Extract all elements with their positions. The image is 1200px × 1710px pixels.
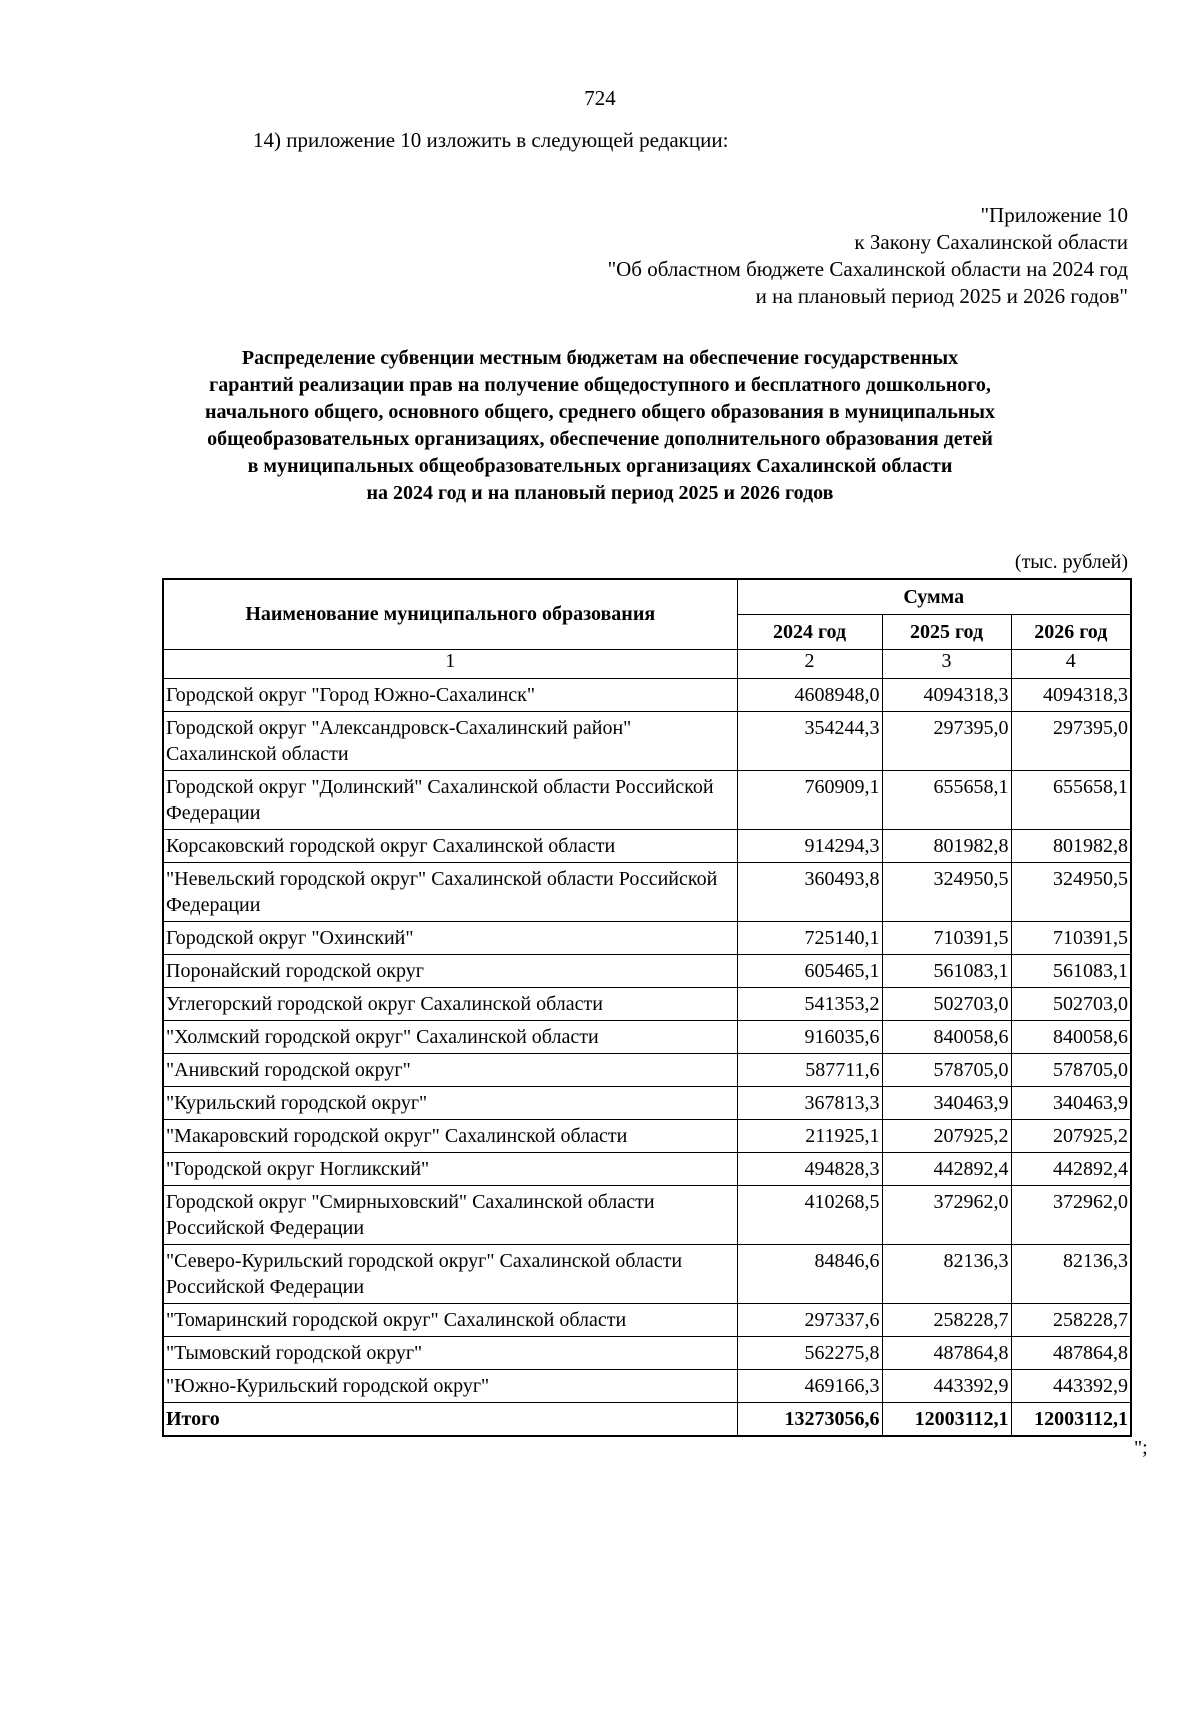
municipality-name: Поронайский городской округ xyxy=(163,955,737,988)
value-2025: 801982,8 xyxy=(882,830,1011,863)
value-2026: 82136,3 xyxy=(1011,1245,1131,1304)
table-row xyxy=(163,863,1131,922)
value-2025: 82136,3 xyxy=(882,1245,1011,1304)
value-2026: 297395,0 xyxy=(1011,712,1131,771)
title-line: гарантий реализации прав на получение общедоступного и бесплатного дошкольного, xyxy=(209,374,991,396)
header-year: 2026 год xyxy=(1011,615,1131,650)
header-sum: Сумма xyxy=(737,579,1131,615)
intro-line: 14) приложение 10 изложить в следующей редакции: xyxy=(253,128,729,152)
value-2025: 340463,9 xyxy=(882,1087,1011,1120)
table-row xyxy=(163,830,1131,863)
table-row xyxy=(163,1245,1131,1304)
value-2025: 324950,5 xyxy=(882,863,1011,922)
value-2024: 605465,1 xyxy=(737,955,882,988)
municipality-name: "Тымовский городской округ" xyxy=(163,1337,737,1370)
table-row xyxy=(163,1153,1131,1186)
value-2026: 655658,1 xyxy=(1011,771,1131,830)
value-2025: 710391,5 xyxy=(882,922,1011,955)
value-2026: 578705,0 xyxy=(1011,1054,1131,1087)
title-line: на 2024 год и на плановый период 2025 и 2026 годов xyxy=(366,482,834,504)
municipality-name: "Томаринский городской округ" Сахалинской области xyxy=(163,1304,737,1337)
value-2025: 442892,4 xyxy=(882,1153,1011,1186)
total-2026: 12003112,1 xyxy=(1011,1403,1131,1437)
budget-table xyxy=(162,578,1132,1437)
value-2024: 4608948,0 xyxy=(737,679,882,712)
value-2024: 562275,8 xyxy=(737,1337,882,1370)
value-2026: 372962,0 xyxy=(1011,1186,1131,1245)
column-number: 4 xyxy=(1011,650,1131,679)
table-row xyxy=(163,1304,1131,1337)
value-2024: 297337,6 xyxy=(737,1304,882,1337)
title-line: общеобразовательных организациях, обеспечение дополнительного образования детей xyxy=(207,428,993,450)
municipality-name: Городской округ "Город Южно-Сахалинск" xyxy=(163,679,737,712)
value-2026: 710391,5 xyxy=(1011,922,1131,955)
title-line: в муниципальных общеобразовательных организациях Сахалинской области xyxy=(247,455,953,477)
table-row xyxy=(163,1337,1131,1370)
value-2025: 487864,8 xyxy=(882,1337,1011,1370)
table-row xyxy=(163,1370,1131,1403)
value-2024: 914294,3 xyxy=(737,830,882,863)
unit-note: (тыс. рублей) xyxy=(1014,551,1128,573)
table-row xyxy=(163,1120,1131,1153)
table-row xyxy=(163,988,1131,1021)
value-2026: 340463,9 xyxy=(1011,1087,1131,1120)
municipality-name: Городской округ "Смирныховский" Сахалинской области Российской Федерации xyxy=(163,1186,737,1245)
value-2024: 494828,3 xyxy=(737,1153,882,1186)
column-number: 1 xyxy=(163,650,737,679)
header-year: 2024 год xyxy=(737,615,882,650)
value-2024: 541353,2 xyxy=(737,988,882,1021)
header-municipality: Наименование муниципального образования xyxy=(163,579,737,650)
municipality-name: Городской округ "Александровск-Сахалинский район" Сахалинской области xyxy=(163,712,737,771)
municipality-name: Городской округ "Охинский" xyxy=(163,922,737,955)
municipality-name: "Холмский городской округ" Сахалинской области xyxy=(163,1021,737,1054)
closing-quote-mark: "; xyxy=(1134,1437,1148,1459)
municipality-name: "Северо-Курильский городской округ" Сахалинской области Российской Федерации xyxy=(163,1245,737,1304)
title-line: Распределение субвенции местным бюджетам на обеспечение государственных xyxy=(241,347,959,369)
total-label: Итого xyxy=(163,1403,737,1437)
table-row xyxy=(163,712,1131,771)
value-2025: 207925,2 xyxy=(882,1120,1011,1153)
value-2026: 801982,8 xyxy=(1011,830,1131,863)
column-number-row xyxy=(163,650,1131,679)
value-2026: 840058,6 xyxy=(1011,1021,1131,1054)
total-2024: 13273056,6 xyxy=(737,1403,882,1437)
value-2026: 258228,7 xyxy=(1011,1304,1131,1337)
value-2025: 443392,9 xyxy=(882,1370,1011,1403)
municipality-name: "Макаровский городской округ" Сахалинской области xyxy=(163,1120,737,1153)
value-2024: 916035,6 xyxy=(737,1021,882,1054)
total-row xyxy=(163,1403,1131,1437)
municipality-name: Городской округ "Долинский" Сахалинской области Российской Федерации xyxy=(163,771,737,830)
value-2025: 4094318,3 xyxy=(882,679,1011,712)
value-2024: 211925,1 xyxy=(737,1120,882,1153)
value-2024: 760909,1 xyxy=(737,771,882,830)
value-2026: 4094318,3 xyxy=(1011,679,1131,712)
appendix-header xyxy=(608,202,1128,310)
value-2025: 655658,1 xyxy=(882,771,1011,830)
table-row xyxy=(163,1054,1131,1087)
column-number: 3 xyxy=(882,650,1011,679)
appendix-header-line: "Об областном бюджете Сахалинской области на 2024 год xyxy=(607,257,1128,281)
municipality-name: Углегорский городской округ Сахалинской области xyxy=(163,988,737,1021)
value-2026: 442892,4 xyxy=(1011,1153,1131,1186)
table-row xyxy=(163,1186,1131,1245)
document-title xyxy=(100,345,1100,507)
table-row xyxy=(163,922,1131,955)
value-2024: 469166,3 xyxy=(737,1370,882,1403)
table-row xyxy=(163,679,1131,712)
value-2025: 502703,0 xyxy=(882,988,1011,1021)
appendix-header-line: "Приложение 10 xyxy=(980,203,1128,227)
municipality-name: "Невельский городской округ" Сахалинской области Российской Федерации xyxy=(163,863,737,922)
municipality-name: "Анивский городской округ" xyxy=(163,1054,737,1087)
municipality-name: "Южно-Курильский городской округ" xyxy=(163,1370,737,1403)
value-2024: 410268,5 xyxy=(737,1186,882,1245)
value-2024: 367813,3 xyxy=(737,1087,882,1120)
value-2026: 561083,1 xyxy=(1011,955,1131,988)
table-row xyxy=(163,1087,1131,1120)
municipality-name: Корсаковский городской округ Сахалинской области xyxy=(163,830,737,863)
value-2025: 561083,1 xyxy=(882,955,1011,988)
value-2026: 443392,9 xyxy=(1011,1370,1131,1403)
value-2024: 84846,6 xyxy=(737,1245,882,1304)
value-2026: 487864,8 xyxy=(1011,1337,1131,1370)
header-year: 2025 год xyxy=(882,615,1011,650)
total-2025: 12003112,1 xyxy=(882,1403,1011,1437)
table-header-row xyxy=(163,579,1131,615)
value-2025: 297395,0 xyxy=(882,712,1011,771)
table-row xyxy=(163,955,1131,988)
value-2024: 587711,6 xyxy=(737,1054,882,1087)
table-row xyxy=(163,771,1131,830)
municipality-name: "Городской округ Ногликский" xyxy=(163,1153,737,1186)
value-2026: 502703,0 xyxy=(1011,988,1131,1021)
municipality-name: "Курильский городской округ" xyxy=(163,1087,737,1120)
value-2026: 207925,2 xyxy=(1011,1120,1131,1153)
value-2024: 354244,3 xyxy=(737,712,882,771)
value-2025: 578705,0 xyxy=(882,1054,1011,1087)
value-2025: 258228,7 xyxy=(882,1304,1011,1337)
table-row xyxy=(163,1021,1131,1054)
value-2025: 840058,6 xyxy=(882,1021,1011,1054)
value-2024: 360493,8 xyxy=(737,863,882,922)
value-2025: 372962,0 xyxy=(882,1186,1011,1245)
appendix-header-line: и на плановый период 2025 и 2026 годов" xyxy=(755,284,1128,308)
column-number: 2 xyxy=(737,650,882,679)
appendix-header-line: к Закону Сахалинской области xyxy=(854,230,1128,254)
page-number: 724 xyxy=(584,86,616,110)
title-line: начального общего, основного общего, среднего общего образования в муниципальных xyxy=(204,401,995,423)
value-2024: 725140,1 xyxy=(737,922,882,955)
value-2026: 324950,5 xyxy=(1011,863,1131,922)
